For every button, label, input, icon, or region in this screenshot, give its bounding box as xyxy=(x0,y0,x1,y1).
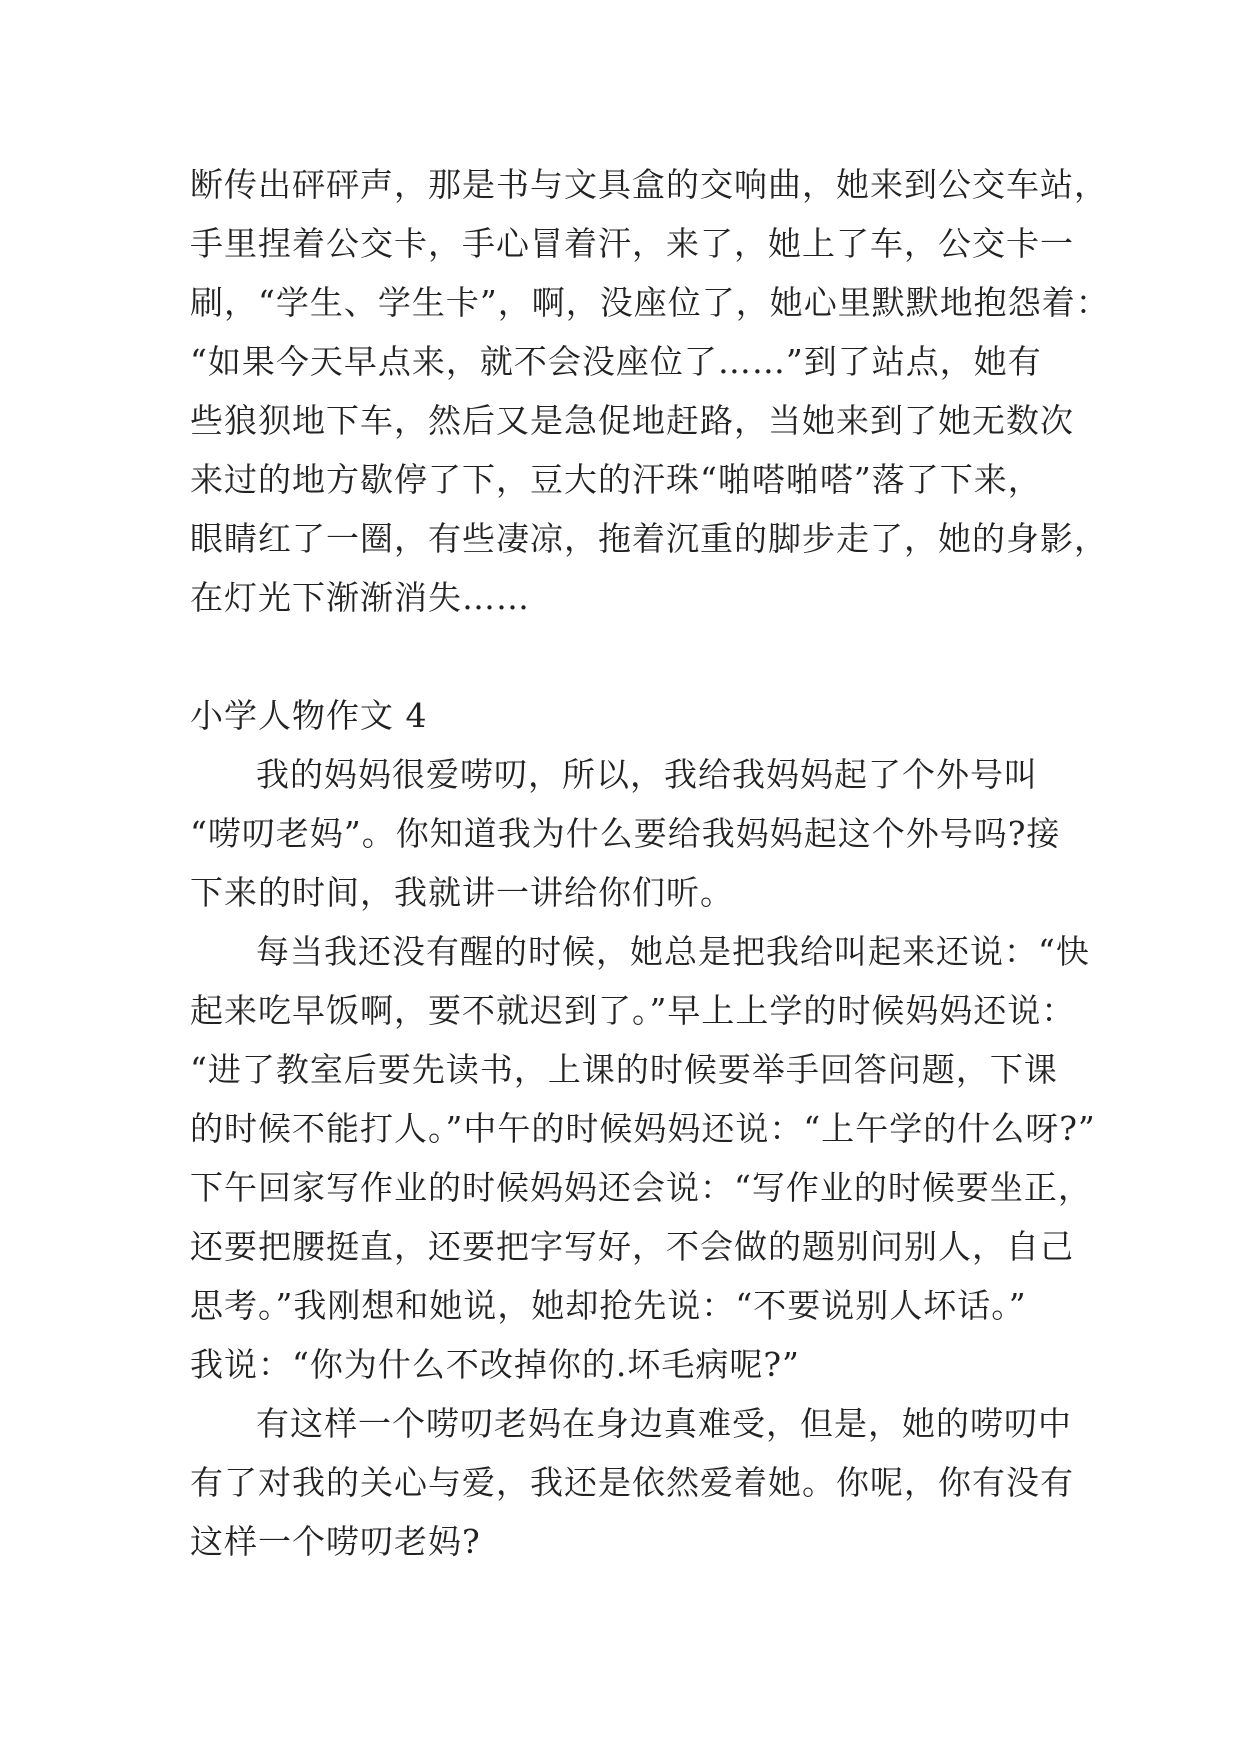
story3-line-2: 手里捏着公交卡，手心冒着汗，来了，她上了车，公交卡一 xyxy=(190,224,1074,263)
story3-line-6: 来过的地方歇停了下，豆大的汗珠“啪嗒啪嗒”落了下来， xyxy=(190,460,1042,499)
story3-line-4: “如果今天早点来，就不会没座位了……”到了站点，她有 xyxy=(190,342,1042,381)
p2-line-5: 下午回家写作业的时候妈妈还会说：“写作业的时候要坐正， xyxy=(190,1168,1092,1207)
story3-line-8: 在灯光下渐渐消失…… xyxy=(190,578,530,617)
p2-line-4: 的时候不能打人。”中午的时候妈妈还说：“上午学的什么呀?” xyxy=(190,1109,1096,1148)
story3-line-7: 眼睛红了一圈，有些凄凉，拖着沉重的脚步走了，她的身影， xyxy=(190,519,1108,558)
p3-line-1: 有这样一个唠叨老妈在身边真难受，但是，她的唠叨中 xyxy=(256,1404,1072,1443)
p2-line-8: 我说：“你为什么不改掉你的.坏毛病呢?” xyxy=(190,1345,800,1384)
story3-line-1: 断传出砰砰声，那是书与文具盒的交响曲，她来到公交车站， xyxy=(190,165,1108,204)
p3-line-3: 这样一个唠叨老妈? xyxy=(190,1522,481,1561)
p1-line-1: 我的妈妈很爱唠叨，所以，我给我妈妈起了个外号叫 xyxy=(256,755,1038,794)
p2-line-6: 还要把腰挺直，还要把字写好，不会做的题别问别人，自己 xyxy=(190,1227,1074,1266)
p2-line-2: 起来吃早饭啊，要不就迟到了。”早上上学的时候妈妈还说： xyxy=(190,991,1076,1030)
p2-line-1: 每当我还没有醒的时候，她总是把我给叫起来还说：“快 xyxy=(256,932,1090,971)
p1-line-3: 下来的时间，我就讲一讲给你们听。 xyxy=(190,873,734,912)
story3-line-5: 些狼狈地下车，然后又是急促地赶路，当她来到了她无数次 xyxy=(190,401,1074,440)
p2-line-7: 思考。”我刚想和她说，她却抢先说：“不要说别人坏话。” xyxy=(190,1286,1027,1325)
p3-line-2: 有了对我的关心与爱，我还是依然爱着她。你呢，你有没有 xyxy=(190,1463,1074,1502)
p2-line-3: “进了教室后要先读书，上课的时候要举手回答问题，下课 xyxy=(190,1050,1058,1089)
story3-line-3: 刷，“学生、学生卡”，啊，没座位了，她心里默默地抱怨着： xyxy=(190,283,1110,322)
section-title: 小学人物作文 4 xyxy=(190,696,428,735)
p1-line-2: “唠叨老妈”。你知道我为什么要给我妈妈起这个外号吗?接 xyxy=(190,814,1061,853)
